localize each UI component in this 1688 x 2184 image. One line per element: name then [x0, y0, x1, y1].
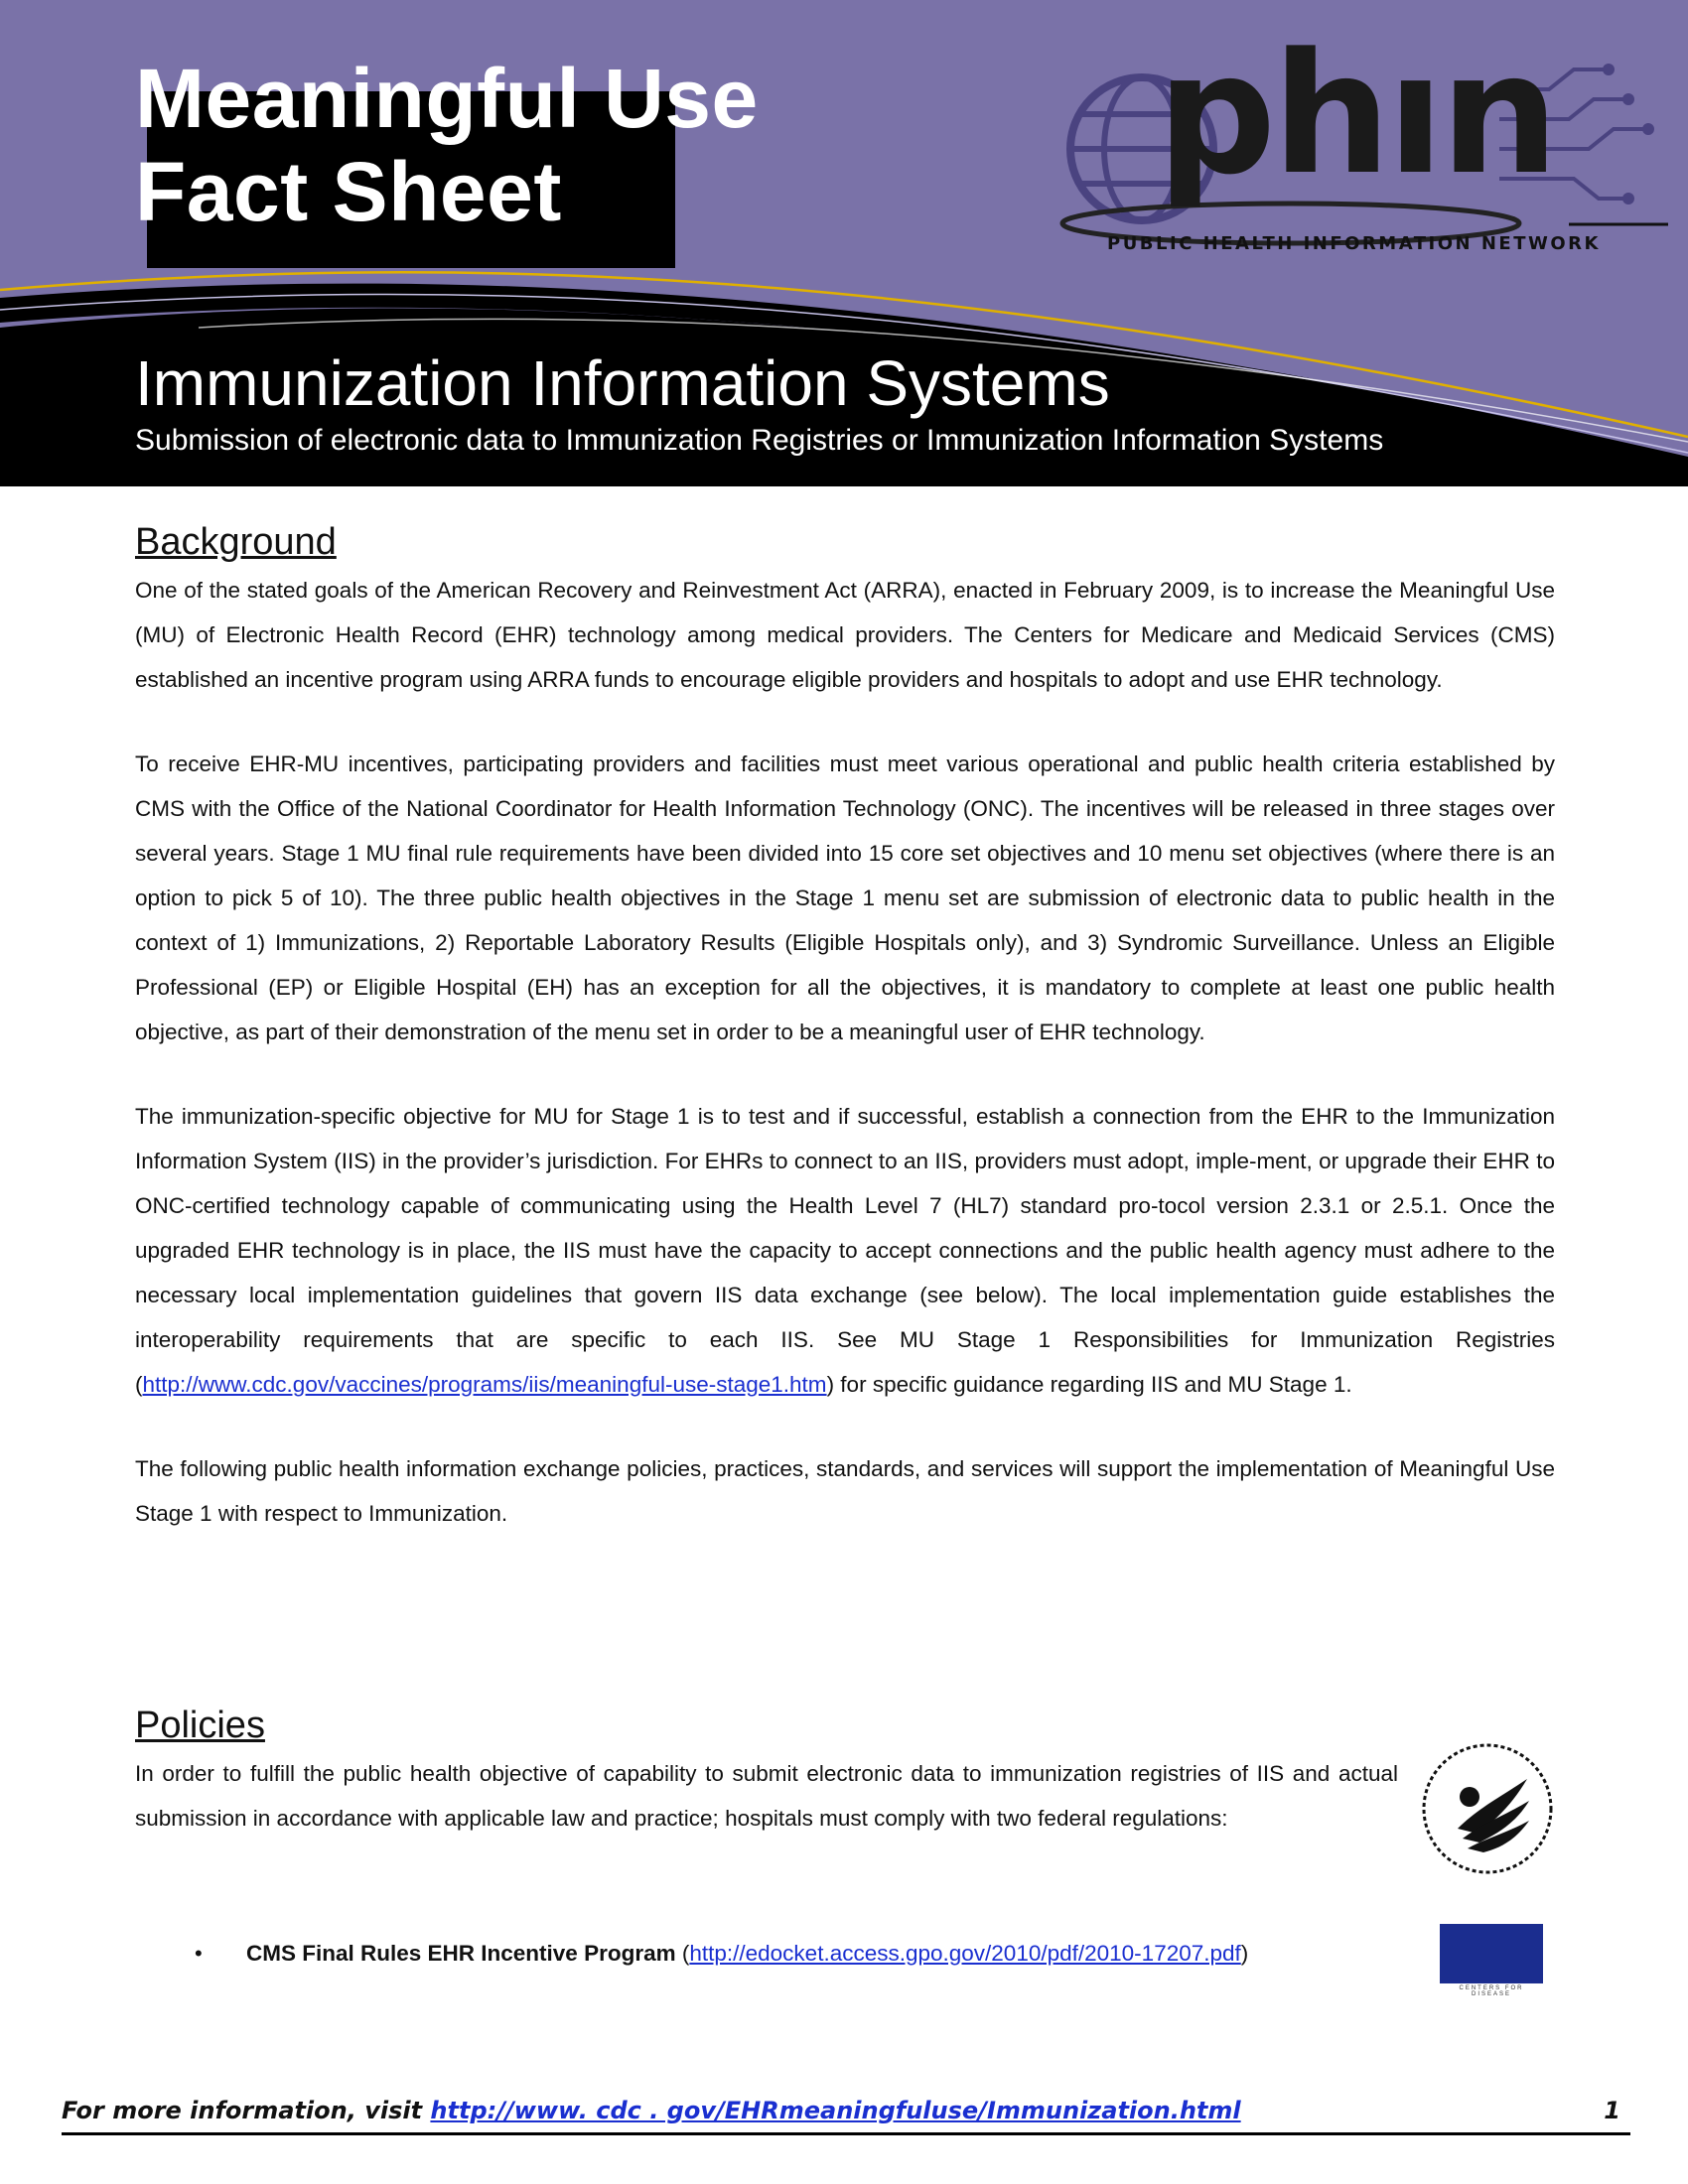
footer-link[interactable]: http://www. cdc . gov/EHRmeaningfuluse/Immunization.html — [430, 2097, 1241, 2124]
hhs-seal-icon — [1418, 1739, 1557, 1878]
mu-stage1-link[interactable]: http://www.cdc.gov/vaccines/programs/iis/meaningful-use-stage1.htm — [142, 1372, 827, 1397]
bullet-icon: • — [195, 1941, 203, 1966]
bullet-paren-close: ) — [1240, 1941, 1249, 1966]
background-paragraph-4: The following public health information exchange policies, practices, standards, and services will support the implementation of Meaningful Use Stage 1 with respect to Immunization. — [135, 1456, 1555, 1526]
title-line-2: Fact Sheet — [135, 145, 562, 238]
cdc-logo-caption: CENTERS FOR DISEASE — [1459, 1985, 1524, 1997]
background-paragraph-3 — [135, 1094, 1555, 1407]
cms-final-rules-link[interactable]: http://edocket.access.gpo.gov/2010/pdf/2010-17207.pdf — [689, 1941, 1241, 1966]
background-paragraph-2: To receive EHR-MU incentives, participating providers and facilities must meet various operational and public health criteria established by CMS with the Office of the National Coordinator for Health Information Technology (ONC). The incentives will be released in three stages over several years. Stage 1 MU final rule requirements have been divided into 15 core set objectives and 10 menu set objectives (where there is an option to pick 5 of 10). The three public health objectives in the Stage 1 menu set are submission of electronic data to public health in the context of 1) Immunizations, 2) Reportable Laboratory Results (Eligible Hospitals only), and 3) Syndromic Surveillance. Unless an Eligible Professional (EP) or Eligible Hospital (EH) has an exception for all the objectives, it is mandatory to complete at least one public health objective, as part of their demonstration of the menu set in order to be a meaningful user of EHR technology. — [135, 751, 1555, 1044]
bullet-bold-label: CMS Final Rules EHR Incentive Program — [246, 1941, 676, 1966]
cdc-logo-icon — [1440, 1924, 1543, 1983]
policies-paragraph: In order to fulfill the public health objective of capability to submit electronic data to immunization registries of IIS and actual submission in accordance with applicable law and practice; hospitals must comply with two federal regulations: — [135, 1761, 1398, 1831]
bullet-paren-open: ( — [675, 1941, 690, 1966]
document-subtitle: Submission of electronic data to Immunization Registries or Immunization Information Systems — [135, 424, 1384, 457]
title-line-1: Meaningful Use — [135, 52, 759, 145]
document-main-title: Immunization Information Systems — [135, 347, 1110, 419]
phin-logo-caption: PUBLIC HEALTH INFORMATION NETWORK — [1107, 233, 1601, 254]
p3-text-after: ) for specific guidance regarding IIS and MU Stage 1. — [826, 1372, 1352, 1397]
page-number: 1 — [1604, 2097, 1620, 2124]
bullet-text — [246, 1934, 1248, 1974]
footer-info — [62, 2097, 1241, 2124]
policy-bullet-item — [195, 1934, 1249, 1974]
background-heading: Background — [135, 521, 337, 563]
footer — [62, 2097, 1630, 2135]
header-banner — [0, 0, 1688, 486]
p3-text-before: The immunization-specific objective for MU for Stage 1 is to test and if successful, establish a connection from the EHR to the Immunization Information System (IIS) in the provider’s jurisdiction. For EHRs to connect to an IIS, providers must adopt, imple-ment, or upgrade their EHR to ONC-certified technology capable of communicating using the Health Level 7 (HL7) standard pro-tocol version 2.3.1 or 2.5.1. Once the upgraded EHR technology is in place, the IIS must have the capacity to accept connections and the public health agency must adhere to the necessary local implementation guidelines that govern IIS data exchange (see below). The local implementation guide establishes the interoperability requirements that are specific to each IIS. See MU Stage 1 Responsibilities for Immunization Registries ( — [135, 1104, 1555, 1397]
background-section — [135, 516, 1555, 1536]
background-paragraph-1: One of the stated goals of the American Recovery and Reinvestment Act (ARRA), enacted in February 2009, is to increase the Meaningful Use (MU) of Electronic Health Record (EHR) technology among medical providers. The Centers for Medicare and Medicaid Services (CMS) established an incentive program using ARRA funds to encourage eligible providers and hospitals to adopt and use EHR technology. — [135, 578, 1555, 692]
phin-logo-text: phın — [1157, 17, 1556, 211]
page-title — [135, 52, 759, 238]
footer-lead-text: For more information, visit — [62, 2097, 431, 2124]
policies-heading: Policies — [135, 1705, 265, 1746]
policies-section — [135, 1700, 1398, 1841]
